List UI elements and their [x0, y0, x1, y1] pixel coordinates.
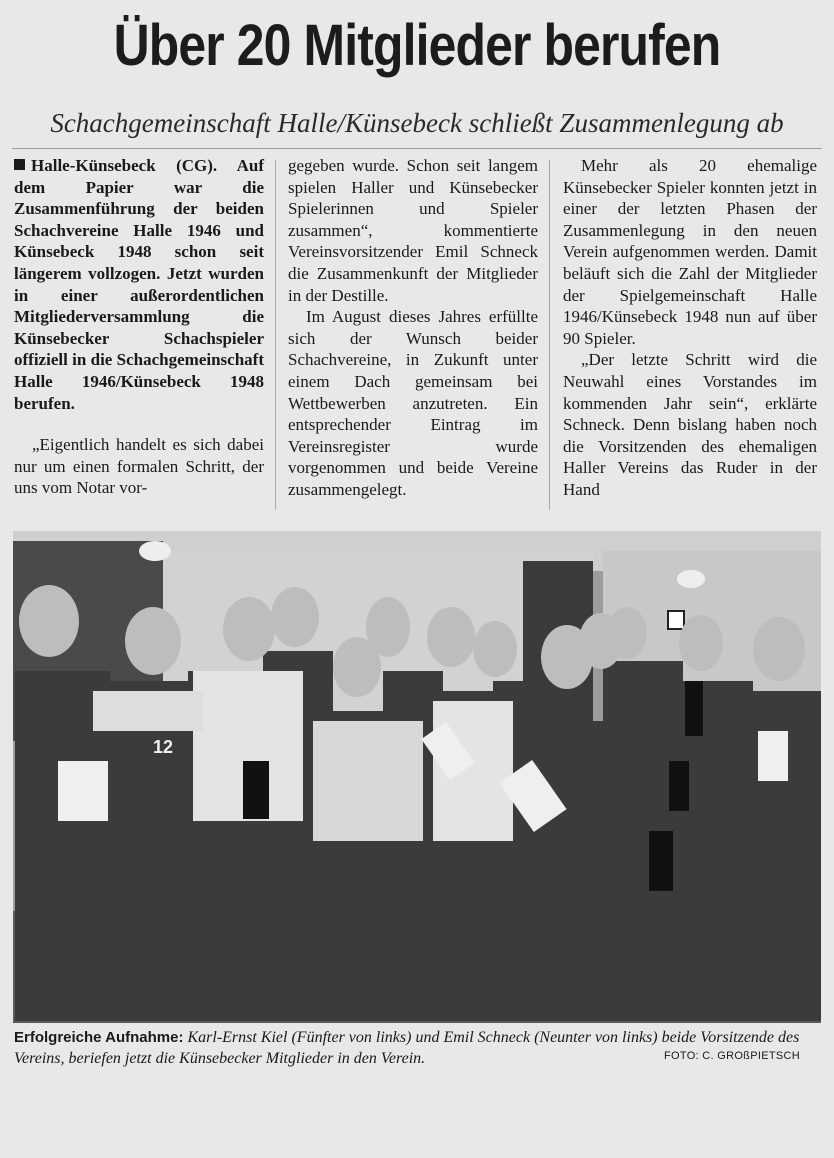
- header-rule: [12, 148, 822, 149]
- group-photo-illustration: [13, 531, 821, 1023]
- jersey-number: 12: [153, 737, 174, 757]
- subheadline: Schachgemeinschaft Halle/Künsebeck schließt Zusammenlegung ab: [50, 108, 784, 138]
- square-bullet-icon: [14, 159, 25, 170]
- caption-text: Karl-Ernst Kiel (Fünfter von links) und Emil Schneck (Neunter von links) beide Vorsitzende des Vereins, beriefen jetzt die Künsebecker Mitglieder in den Verein.: [14, 1029, 800, 1067]
- headline: Über 20 Mitglieder berufen: [113, 13, 721, 78]
- lead-text: Halle-Künsebeck (CG). Auf dem Papier war die Zusammenführung der beiden Schachvereine Halle 1946 und Künsebeck 1948 schon seit längerem vollzogen. Jetzt wurden in einer außerordentlichen Mitgliederversammlung die Künsebecker Schachspieler offiziell in die Schachgemeinschaft Halle 1946/Künsebeck 1948 berufen.: [14, 156, 264, 413]
- column-divider: [549, 160, 550, 510]
- photo-credit: FOTO: C. GROßPIETSCH: [664, 1050, 800, 1062]
- column-divider: [275, 160, 276, 510]
- body-paragraph: Im August dieses Jahres erfüllte sich der Wunsch beider Schachvereine, in Zukunft unter einem Dach gemeinsam bei Wettbewerben anzutreten. Ein entsprechender Eintrag im Vereinsregister wurde vorgenommen und beide Vereine zusammengelegt.: [288, 307, 538, 499]
- article-column-1: [14, 155, 264, 499]
- caption-lead: Erfolgreiche Aufnahme:: [14, 1029, 184, 1046]
- body-paragraph: Mehr als 20 ehemalige Künsebecker Spieler konnten jetzt in einer der letzten Phasen der Zusammenlegung in den neuen Verein aufgenommen werden. Damit beläuft sich die Zahl der Mitglieder der Spielgemeinschaft Halle 1946/Künsebeck 1948 nun auf über 90 Spieler.: [563, 156, 817, 348]
- article-column-3: [563, 155, 817, 501]
- article-column-2: [288, 155, 538, 501]
- lead-paragraph: [14, 155, 264, 414]
- body-paragraph: „Eigentlich handelt es sich dabei nur um einen formalen Schritt, der uns vom Notar vor-: [14, 435, 264, 498]
- body-paragraph: „Der letzte Schritt wird die Neuwahl eines Vorstandes im kommenden Jahr sein“, erklärte Schneck. Denn bislang haben noch die Vorsitzenden des ehemaligen Haller Vereins das Ruder in der Hand: [563, 350, 817, 499]
- photo-caption: [14, 1027, 822, 1069]
- group-photo: [13, 531, 821, 1023]
- body-paragraph: gegeben wurde. Schon seit langem spielen Haller und Künsebecker Spielerinnen und Spieler zusammen“, kommentierte Vereinsvorsitzender Emil Schneck die Zusammenkunft der Mitglieder in der Destille.: [288, 156, 538, 305]
